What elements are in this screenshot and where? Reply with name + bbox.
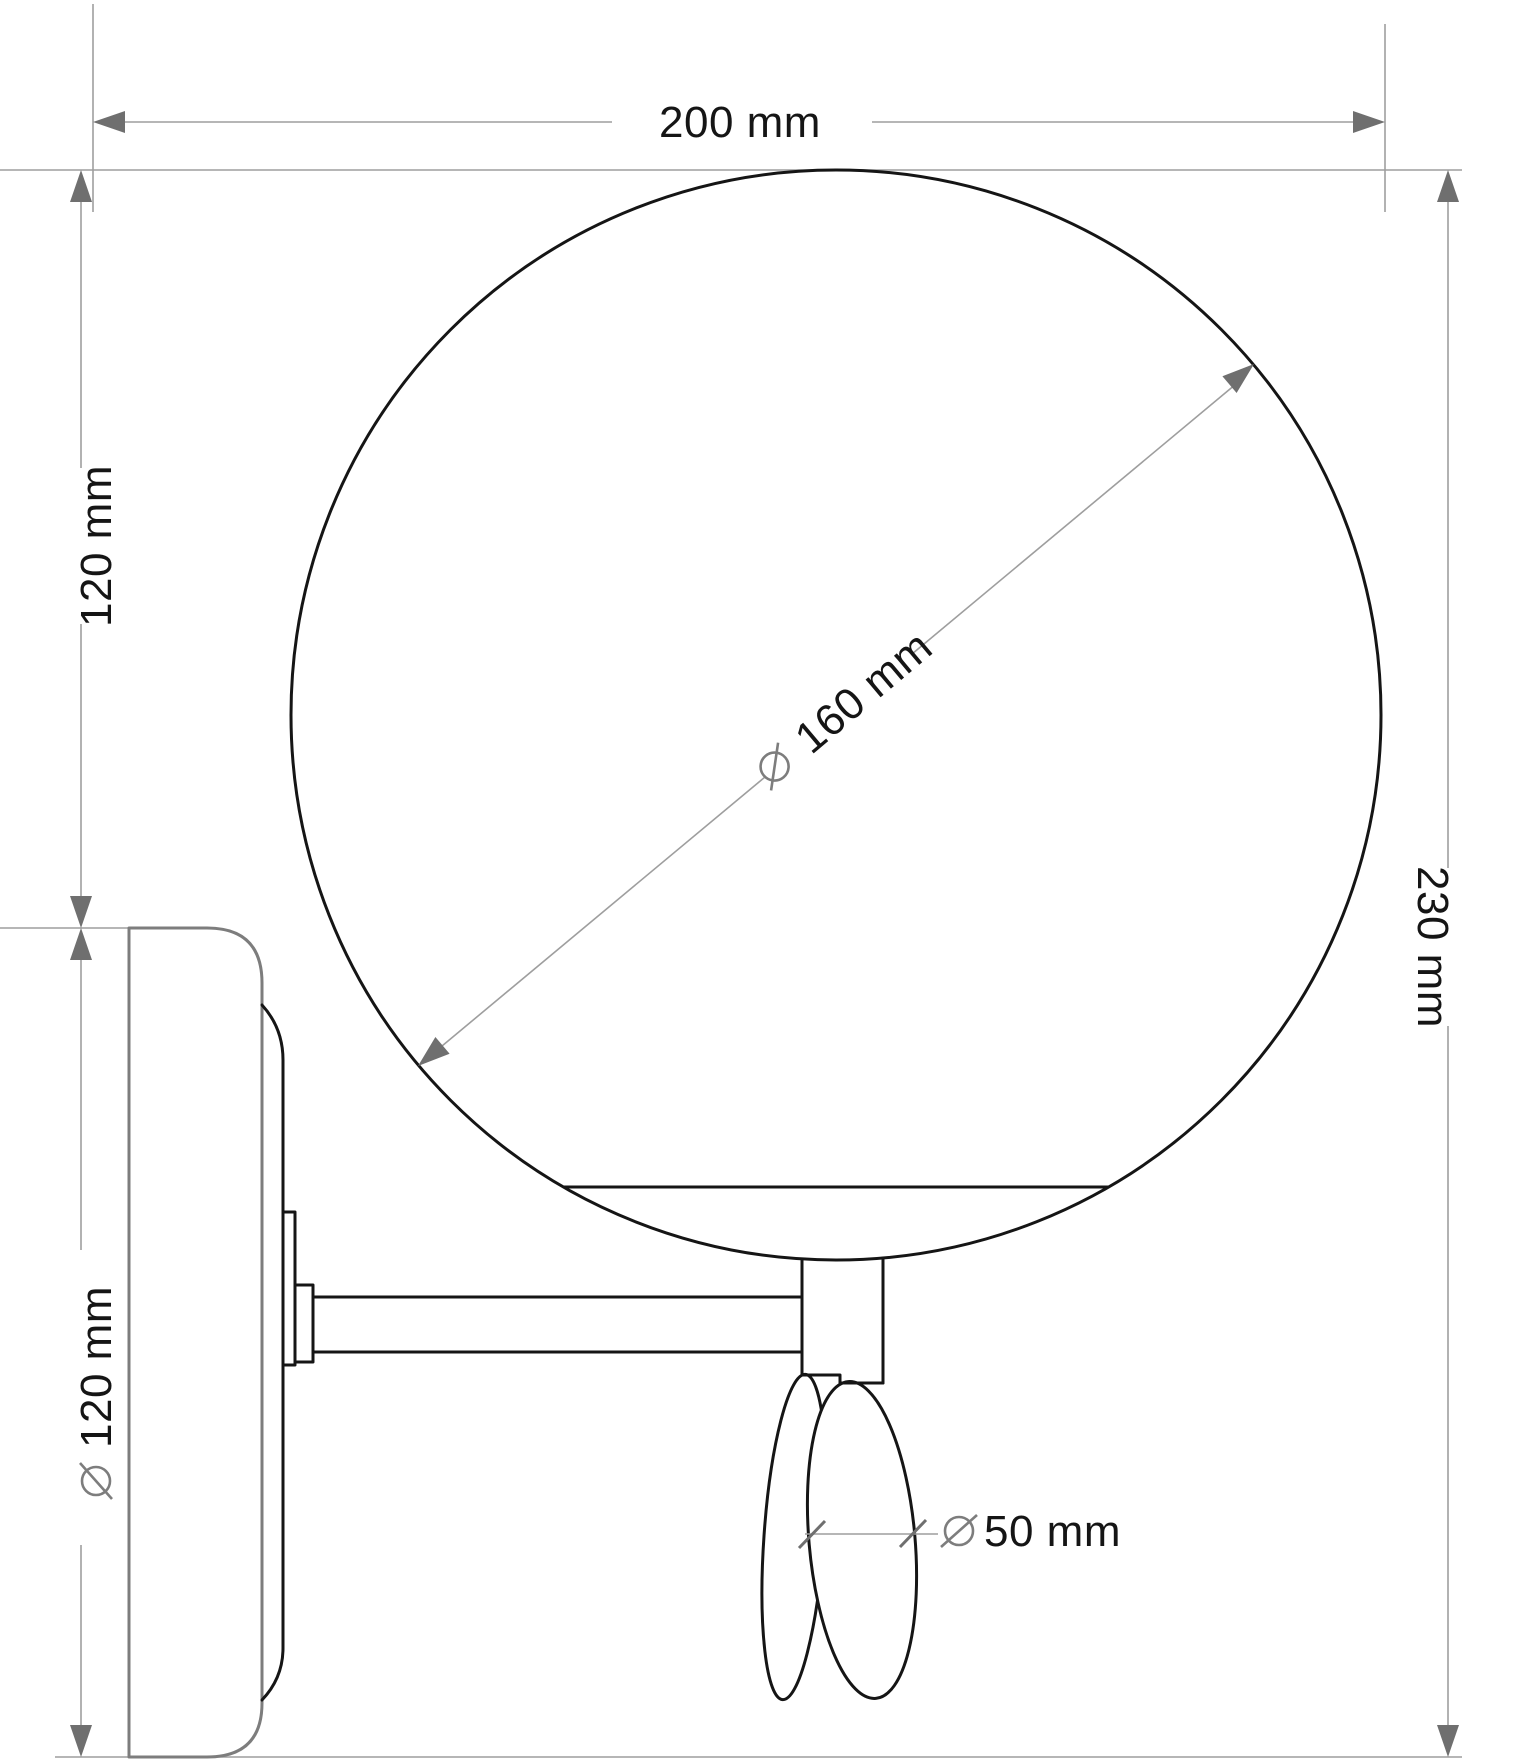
dim-label-socket-diameter: 50 mm xyxy=(984,1507,1121,1556)
arrow-down-icon xyxy=(70,1725,92,1757)
arrow-right-icon xyxy=(1353,111,1385,133)
arrow-diagonal-down-left-icon xyxy=(418,1037,450,1066)
dimension-lines xyxy=(70,111,1459,1757)
dim-label-backplate-diameter-group xyxy=(72,1286,121,1499)
diameter-symbol-icon xyxy=(941,1515,977,1547)
extension-lines xyxy=(0,4,1462,1757)
arrow-up-icon xyxy=(70,170,92,202)
arrow-down-icon xyxy=(1437,1725,1459,1757)
dim-label-total-height-group xyxy=(1408,866,1457,1028)
dim-globe-dia-line-upper xyxy=(912,384,1236,654)
arrow-diagonal-up-right-icon xyxy=(1222,364,1254,393)
dim-label-socket-diameter-group xyxy=(941,1507,1121,1556)
mount-boss xyxy=(283,1212,295,1365)
dim-globe-dia-line-lower xyxy=(442,777,765,1046)
arm-mount-block xyxy=(295,1285,313,1362)
canopy-dome-profile xyxy=(262,1005,283,1700)
dim-label-globe-diameter-group xyxy=(745,622,941,798)
dim-label-backplate-diameter: 120 mm xyxy=(72,1286,121,1448)
dim-label-overall-width: 200 mm xyxy=(659,98,821,147)
dim-label-total-height: 230 mm xyxy=(1408,866,1457,1028)
arrow-down-icon xyxy=(70,896,92,928)
dim-label-upper-height-group xyxy=(72,465,121,627)
arrow-left-icon xyxy=(93,111,125,133)
diameter-symbol-icon xyxy=(80,1463,112,1499)
arrow-up-icon xyxy=(1437,170,1459,202)
arrow-up-icon xyxy=(70,928,92,960)
backplate-outline xyxy=(129,928,262,1757)
dim-label-upper-height: 120 mm xyxy=(72,465,121,627)
dim-label-globe-diameter: 160 mm xyxy=(785,621,942,764)
